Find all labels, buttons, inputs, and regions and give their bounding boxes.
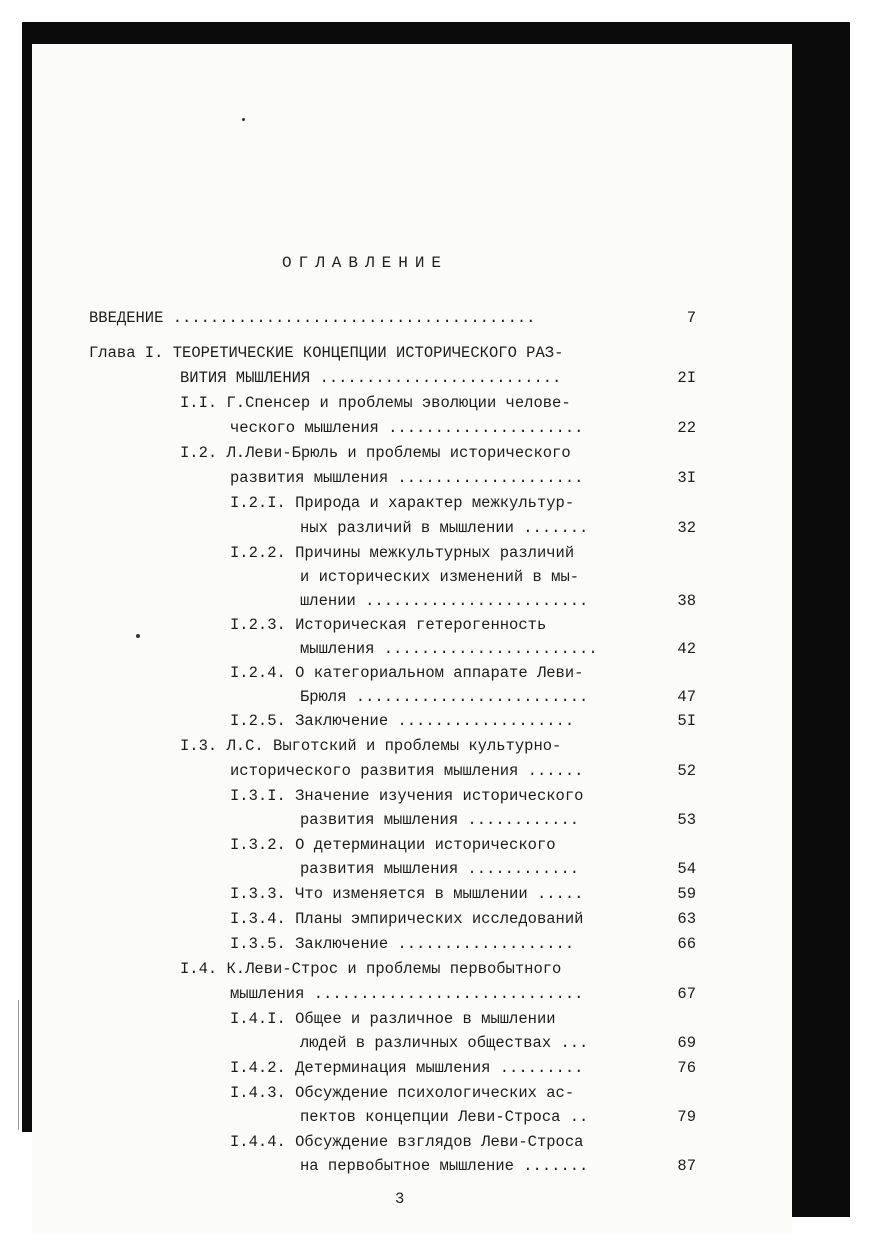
toc-page-number: 79: [677, 1108, 696, 1126]
toc-entry-text: I.4.3. Обсуждение психологических ас-: [230, 1084, 575, 1102]
toc-page-number: 32: [677, 519, 696, 537]
toc-page-number: 5I: [677, 712, 696, 730]
toc-page-number: 66: [677, 935, 696, 953]
toc-entry-text: развития мышления ....................: [230, 469, 584, 487]
toc-page-number: 54: [677, 860, 696, 878]
toc-page-number: 2I: [677, 369, 696, 387]
toc-entry-text: людей в различных обществах ...: [300, 1034, 589, 1052]
toc-entry-text: Глава I. ТЕОРЕТИЧЕСКИЕ КОНЦЕПЦИИ ИСТОРИЧЕСКОГО РАЗ-: [89, 344, 564, 362]
toc-entry-text: ВВЕДЕНИЕ .......................................: [89, 309, 536, 327]
toc-page-number: 59: [677, 885, 696, 903]
toc-entry-text: и исторических изменений в мы-: [300, 568, 580, 586]
toc-entry-text: I.2.I. Природа и характер межкультур-: [230, 494, 575, 512]
toc-page-number: 38: [677, 592, 696, 610]
toc-page-number: 53: [677, 811, 696, 829]
page-number: 3: [395, 1190, 405, 1208]
toc-entry-text: ных различий в мышлении .......: [300, 519, 589, 537]
page-title: ОГЛАВЛЕНИЕ: [282, 254, 449, 272]
toc-entry-text: I.3.5. Заключение ...................: [230, 935, 575, 953]
toc-entry-text: Брюля .........................: [300, 688, 589, 706]
toc-entry-text: I.I. Г.Спенсер и проблемы эволюции челове-: [180, 394, 571, 412]
toc-entry-text: шлении ........................: [300, 592, 589, 610]
toc-entry-text: I.3.2. О детерминации исторического: [230, 836, 556, 854]
toc-page-number: 3I: [677, 469, 696, 487]
toc-entry-text: развития мышления ............: [300, 860, 580, 878]
toc-page-number: 87: [677, 1157, 696, 1175]
toc-page-number: 52: [677, 762, 696, 780]
toc-page-number: 42: [677, 640, 696, 658]
toc-entry-text: I.3.I. Значение изучения исторического: [230, 787, 584, 805]
toc-entry-text: I.2. Л.Леви-Брюль и проблемы исторического: [180, 444, 571, 462]
scan-speck: [242, 118, 245, 121]
toc-page-number: 7: [686, 309, 696, 327]
scan-speck: [136, 634, 140, 638]
scan-border-left: [22, 22, 32, 1132]
toc-entry-text: I.2.5. Заключение ...................: [230, 712, 575, 730]
toc-entry-text: ВИТИЯ МЫШЛЕНИЯ ..........................: [180, 369, 562, 387]
toc-entry-text: исторического развития мышления ......: [230, 762, 584, 780]
toc-page-number: 69: [677, 1034, 696, 1052]
toc-entry-text: I.4.4. Обсуждение взглядов Леви-Строса: [230, 1133, 584, 1151]
toc-entry-text: I.4.I. Общее и различное в мышлении: [230, 1010, 556, 1028]
toc-entry-text: I.2.3. Историческая гетерогенность: [230, 616, 547, 634]
toc-entry-text: I.3.4. Планы эмпирических исследований: [230, 910, 584, 928]
toc-page-number: 47: [677, 688, 696, 706]
toc-entry-text: на первобытное мышление .......: [300, 1157, 589, 1175]
toc-page-number: 76: [677, 1059, 696, 1077]
toc-page-number: 67: [677, 985, 696, 1003]
page-edge-line: [18, 1000, 19, 1130]
toc-entry-text: I.2.4. О категориальном аппарате Леви-: [230, 664, 584, 682]
toc-entry-text: ческого мышления .....................: [230, 419, 584, 437]
toc-entry-text: мышления .............................: [230, 985, 584, 1003]
toc-entry-text: I.3. Л.С. Выготский и проблемы культурно-: [180, 737, 562, 755]
toc-entry-text: пектов концепции Леви-Строса ..: [300, 1108, 589, 1126]
toc-entry-text: I.4. К.Леви-Строс и проблемы первобытного: [180, 960, 562, 978]
toc-entry-text: мышления .......................: [300, 640, 598, 658]
toc-page-number: 22: [677, 419, 696, 437]
toc-entry-text: I.4.2. Детерминация мышления .........: [230, 1059, 584, 1077]
toc-entry-text: I.3.3. Что изменяется в мышлении .....: [230, 885, 584, 903]
toc-page-number: 63: [677, 910, 696, 928]
toc-entry-text: I.2.2. Причины межкультурных различий: [230, 544, 575, 562]
toc-entry-text: развития мышления ............: [300, 811, 580, 829]
